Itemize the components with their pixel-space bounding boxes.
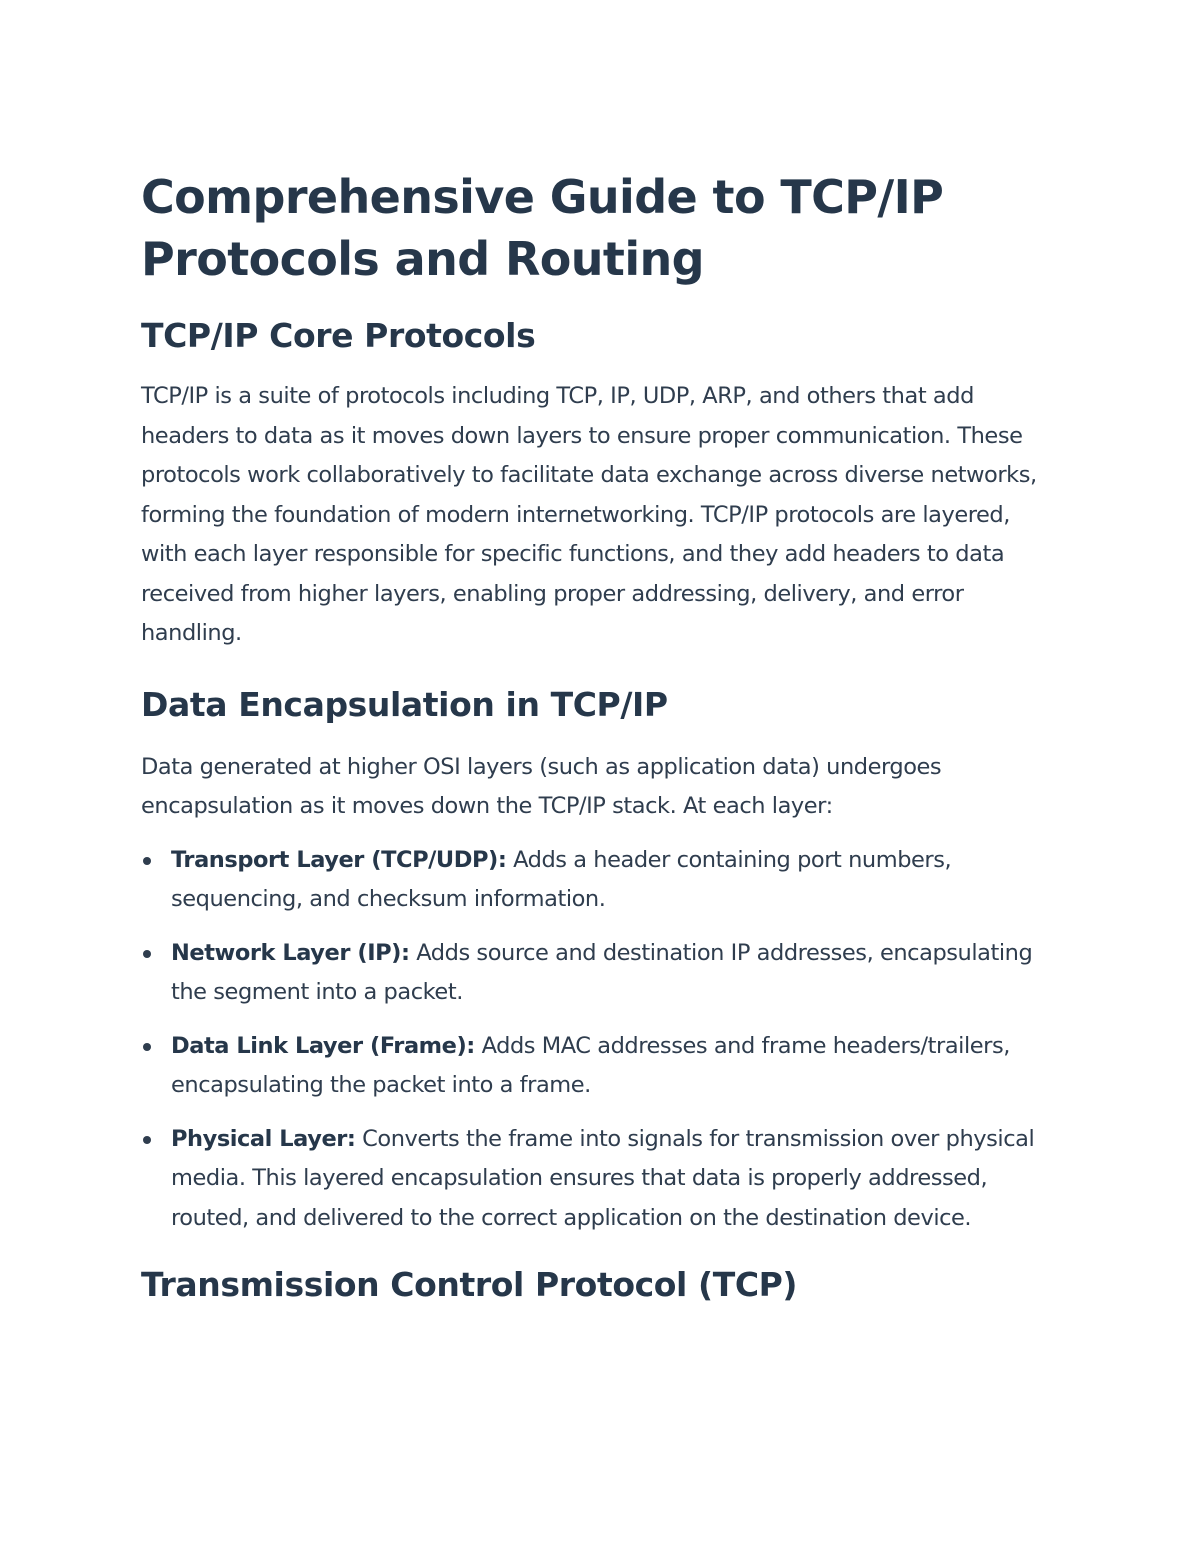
bullet-dot-icon [143, 857, 151, 865]
encapsulation-intro-paragraph: Data generated at higher OSI layers (such as application data) undergoes encapsulation as it moves down the TCP/IP stack. At each layer: [141, 753, 942, 819]
bullet-dot-icon [143, 1043, 151, 1051]
section-heading-data-encapsulation: Data Encapsulation in TCP/IP [141, 684, 668, 724]
document-page [141, 166, 1061, 1305]
bullet-text: Adds a header containing port numbers, sequencing, and checksum information. [171, 846, 952, 912]
bullet-dot-icon [143, 950, 151, 958]
bullet-text: Converts the frame into signals for transmission over physical media. This layered encapsulation ensures that data is properly addressed, routed, and delivered to the correct application on the destination device. [171, 1125, 1035, 1231]
list-item-transport-layer [141, 841, 1061, 920]
core-protocols-paragraph: TCP/IP is a suite of protocols including TCP, IP, UDP, ARP, and others that add headers to data as it moves down layers to ensure proper communication. These protocols work collaboratively to facilitate data exchange across diverse networks, forming the foundation of modern internetworking. TCP/IP protocols are layered, with each layer responsible for specific functions, and they add headers to data received from higher layers, enabling proper addressing, delivery, and error handling. [141, 383, 1037, 646]
document-title [141, 166, 1061, 290]
list-item-data-link-layer [141, 1027, 1061, 1106]
bullet-text: Adds MAC addresses and frame headers/trailers, encapsulating the packet into a frame. [171, 1032, 1010, 1098]
bullet-term: Network Layer (IP): [171, 939, 410, 966]
section-heading-core-protocols: TCP/IP Core Protocols [141, 316, 536, 355]
list-item-physical-layer [141, 1120, 1061, 1239]
document-title-line-2: Protocols and Routing [141, 232, 704, 286]
list-item-network-layer [141, 934, 1061, 1013]
bullet-term: Physical Layer: [171, 1125, 356, 1152]
bullet-text: Adds source and destination IP addresses, encapsulating the segment into a packet. [171, 939, 1033, 1005]
bullet-dot-icon [143, 1136, 151, 1144]
section-heading-tcp: Transmission Control Protocol (TCP) [141, 1265, 798, 1304]
document-title-line-1: Comprehensive Guide to TCP/IP [141, 170, 944, 224]
bullet-term: Transport Layer (TCP/UDP): [171, 846, 507, 873]
bullet-term: Data Link Layer (Frame): [171, 1032, 475, 1059]
encapsulation-layer-list [141, 841, 1061, 1239]
